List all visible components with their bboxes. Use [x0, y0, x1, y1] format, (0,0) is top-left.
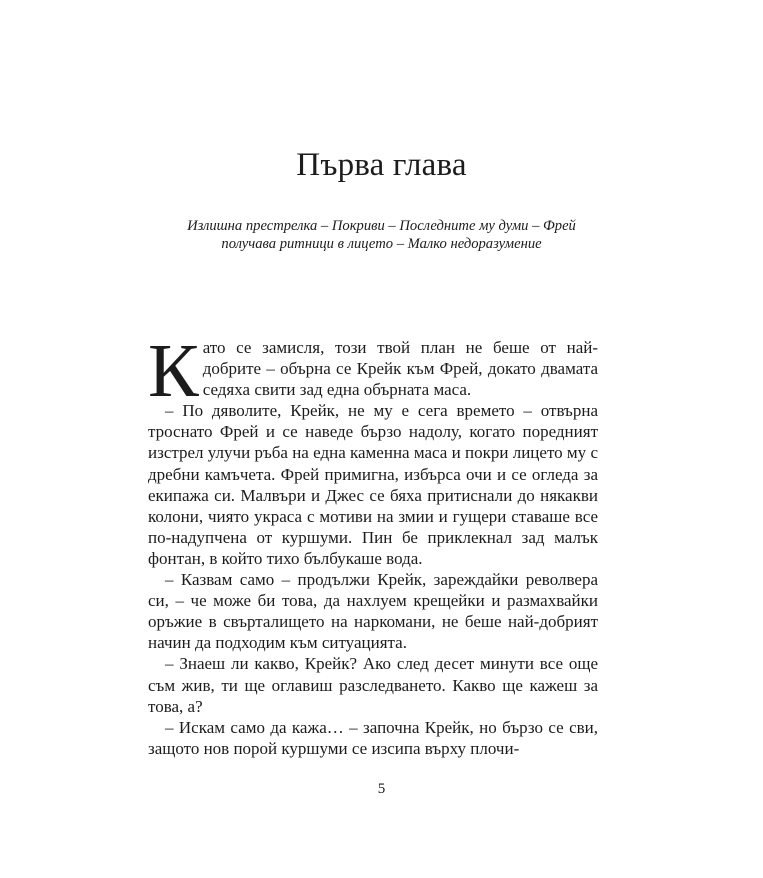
paragraph: – По дяволите, Крейк, не му е сега времето – отвърна троснато Фрей и се наведе бързо надолу, когато поредният изстрел улучи ръба на една каменна маса и покри лицето му с дребни камъчета. Фрей примигна, избърса очи и се огледа за екипажа си. Малвъри и Джес се бяха притиснали до някакви колони, чиято украса с мотиви на змии и гущери ставаше все по-надупчена от куршуми. Пин бе приклекнал зад малък фонтан, в който тихо бълбукаше вода.: [148, 401, 598, 568]
synopsis-line: Излишна престрелка – Покриви – Последните му думи – Фрей: [187, 218, 576, 234]
chapter-body: [148, 329, 598, 759]
chapter-title: Първа глава: [296, 147, 467, 183]
paragraph: – Знаеш ли какво, Крейк? Ако след десет минути все още съм жив, ти ще оглавиш разследването. Какво ще кажеш за това, а?: [148, 654, 598, 716]
drop-cap: К: [148, 329, 199, 413]
paragraph: [148, 329, 598, 413]
paragraph: – Казвам само – продължи Крейк, зареждайки револвера си, – че може би това, да нахлуем крещейки и размахвайки оръжие в свърталището на наркомани, не беше най-добрият начин да подходим към ситуацията.: [148, 570, 598, 653]
chapter-synopsis: [150, 218, 613, 253]
page-number: 5: [377, 781, 386, 797]
paragraph: – Искам само да кажа… – започна Крейк, но бързо се сви, защото нов порой куршуми се изсипа върху плочи-: [148, 717, 598, 758]
paragraph-text: ато се замисля, този твой план не беше от най-добрите – обърна се Крейк към Фрей, докато двамата седяха свити зад една обърната маса.: [202, 338, 598, 400]
synopsis-line: получава ритници в лицето – Малко недоразумение: [221, 235, 542, 252]
